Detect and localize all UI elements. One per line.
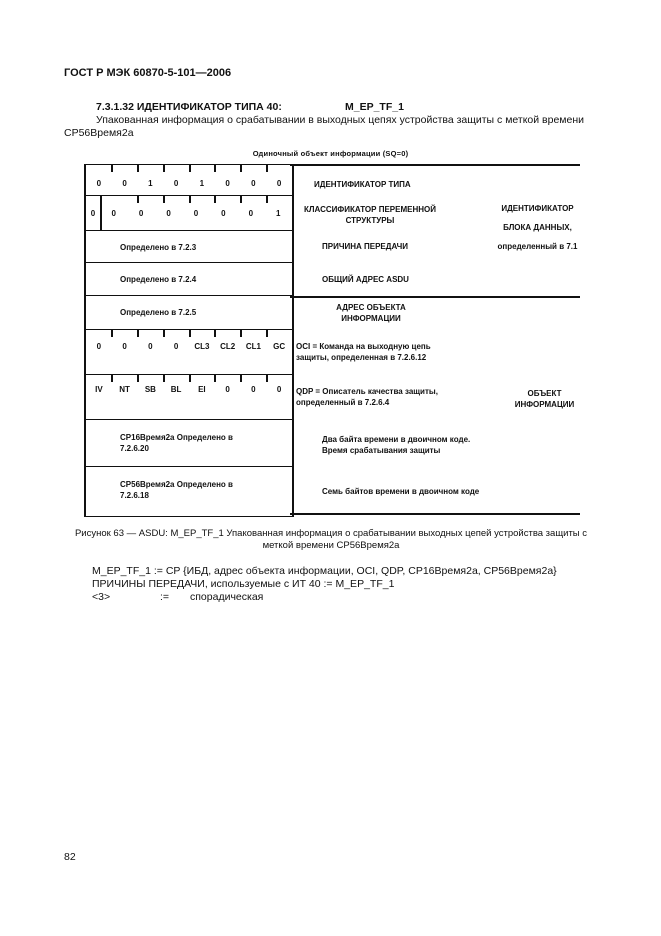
bit: CL1: [245, 342, 261, 351]
bit: 0: [221, 209, 226, 218]
group-line: [290, 296, 580, 298]
bit: 0: [225, 179, 230, 188]
row-object-address: [86, 296, 292, 330]
row-cp16: [86, 420, 292, 467]
bit: 0: [251, 179, 256, 188]
row-qdp: [86, 375, 292, 420]
asdu-bit-table: [84, 164, 294, 517]
row-vsq: [86, 196, 292, 231]
page-number: 82: [64, 851, 76, 863]
type-code: M_EP_TF_1: [345, 101, 404, 113]
bit: 0: [122, 179, 127, 188]
row-cp56: [86, 467, 292, 517]
bit: 0: [96, 342, 102, 351]
bit: BL: [170, 385, 182, 394]
bit: 1: [276, 209, 281, 218]
bit: 0: [173, 342, 179, 351]
bit: 0: [193, 209, 199, 218]
definition-line: M_EP_TF_1 := CP {ИБД, адрес объекта информации, OCI, QDP, СР16Время2а, СР56Время2а}: [92, 565, 557, 577]
group-line: [290, 513, 580, 515]
label-common-address: ОБЩИЙ АДРЕС ASDU: [322, 275, 409, 284]
bit: SB: [144, 385, 156, 394]
bit: 0: [173, 179, 179, 188]
row-text: Определено в 7.2.4: [120, 275, 197, 284]
row-type-id: [86, 164, 292, 196]
bit: CL3: [194, 342, 210, 351]
figure-title: Одиночный объект информации (SQ=0): [252, 149, 409, 158]
row-text: Определено в 7.2.3: [120, 243, 197, 252]
label-cp56: Семь байтов времени в двоичном коде: [322, 487, 480, 496]
bit: 0: [276, 385, 282, 394]
row-oci: [86, 330, 292, 375]
row-text: СР16Время2а Определено в 7.2.6.20: [120, 433, 233, 453]
label-oci: OCI = Команда на выходную цепь защиты, определенная в 7.2.6.12: [296, 342, 431, 362]
bit: 0: [148, 342, 153, 351]
bit: 0: [96, 179, 102, 188]
bit: 0: [166, 209, 171, 218]
bit: GC: [273, 342, 286, 351]
section-description: Упакованная информация о срабатывании в выходных цепях устройства защиты с меткой времени СР56Время2а: [64, 114, 585, 139]
row-text: СР56Время2а Определено в 7.2.6.18: [120, 480, 233, 500]
standard-header: ГОСТ Р МЭК 60870-5-101—2006: [64, 67, 232, 79]
row-cause: [86, 231, 292, 263]
bit: 0: [276, 179, 282, 188]
figure-caption: Рисунок 63 — ASDU: M_EP_TF_1 Упакованная информация о срабатывании выходных цепей устройства защиты с меткой времени СР56Время2а: [74, 528, 588, 551]
label-vsq: КЛАССИФИКАТОР ПЕРЕМЕННОЙ СТРУКТУРЫ: [304, 205, 436, 225]
bit: 0: [90, 209, 96, 218]
row-common-address: [86, 263, 292, 296]
bit: NT: [119, 385, 130, 394]
bit: 0: [111, 209, 116, 218]
section-title: 7.3.1.32 ИДЕНТИФИКАТОР ТИПА 40:: [96, 101, 282, 113]
group-info-object-label: ОБЪЕКТ ИНФОРМАЦИИ: [514, 389, 575, 409]
label-qdp: QDP = Описатель качества защиты, определенный в 7.2.6.4: [296, 387, 438, 407]
bit: 1: [199, 179, 205, 188]
label-cp16: Два байта времени в двоичном коде. Время срабатывания защиты: [322, 435, 471, 455]
cause-code: <3>: [92, 591, 111, 603]
label-cause: ПРИЧИНА ПЕРЕДАЧИ: [322, 242, 408, 251]
cause-assign: :=: [160, 591, 170, 603]
bit: IV: [95, 385, 103, 394]
group-line: [290, 164, 580, 166]
bit: 0: [225, 385, 230, 394]
bit: 0: [122, 342, 127, 351]
causes-line: ПРИЧИНЫ ПЕРЕДАЧИ, используемые с ИТ 40 := M_EP_TF_1: [92, 578, 395, 590]
bit: 0: [251, 385, 256, 394]
label-object-address: АДРЕС ОБЪЕКТА ИНФОРМАЦИИ: [336, 303, 406, 323]
bit: 0: [138, 209, 144, 218]
bit: 1: [148, 179, 153, 188]
row-text: Определено в 7.2.5: [120, 308, 197, 317]
group-data-unit-label: ИДЕНТИФИКАТОР БЛОКА ДАННЫХ, определенный в 7.1: [497, 204, 578, 251]
label-type-id: ИДЕНТИФИКАТОР ТИПА: [314, 180, 411, 189]
bit: EI: [198, 385, 206, 394]
bit: CL2: [220, 342, 236, 351]
cause-name: спорадическая: [190, 591, 264, 603]
bit: 0: [248, 209, 254, 218]
